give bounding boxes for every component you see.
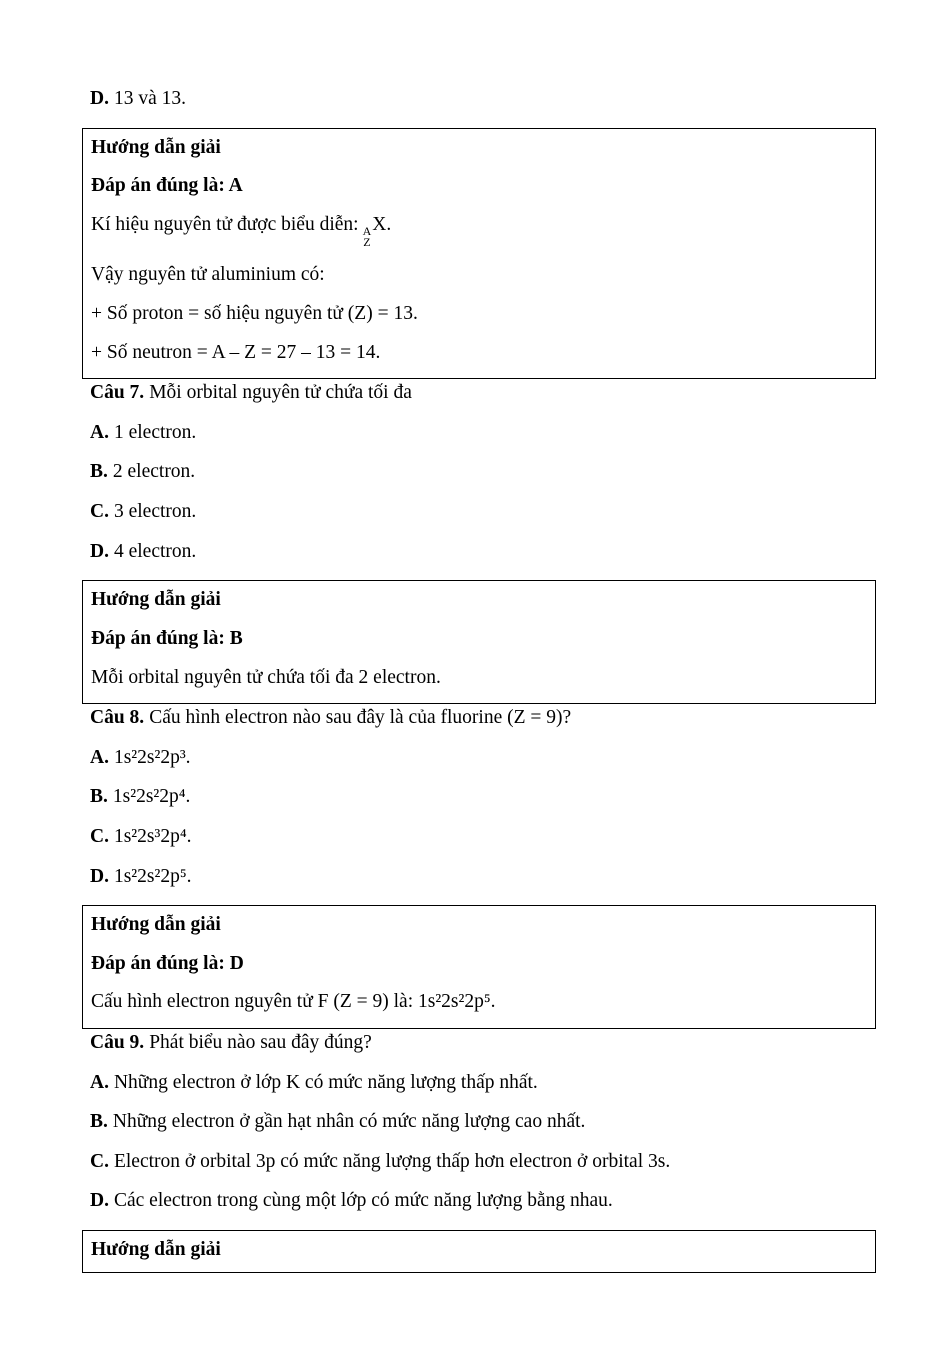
option-label: D. (90, 865, 109, 887)
question-8 (90, 707, 876, 730)
question-9-option-c (90, 1151, 876, 1174)
option-text: 1s²2s²2p⁵. (113, 865, 192, 887)
solution-box-q7 (82, 580, 876, 704)
solution-box-q8 (82, 905, 876, 1029)
question-8-option-a (90, 747, 876, 770)
question-8-option-c (90, 826, 876, 849)
question-text: Mỗi orbital nguyên tử chứa tối đa (149, 382, 412, 404)
solution-heading: Hướng dẫn giải (91, 914, 221, 936)
question-9-option-b (90, 1111, 876, 1134)
question-9 (90, 1032, 876, 1055)
option-text: 13 và 13. (113, 88, 186, 109)
option-label: A. (90, 421, 109, 443)
nuclide-symbol: X. (372, 213, 392, 235)
option-label: C. (90, 1150, 109, 1172)
question-8-option-d (90, 866, 876, 889)
solution-line-notation (91, 214, 865, 249)
question-label: Câu 9. (90, 1031, 145, 1053)
option-label: B. (90, 1111, 108, 1133)
option-label: C. (90, 825, 109, 847)
question-7-option-c (90, 501, 876, 524)
question-7 (90, 382, 876, 405)
solution-answer: Đáp án đúng là: D (91, 952, 244, 974)
option-text: Những electron ở gần hạt nhân có mức năng lượng cao nhất. (112, 1111, 586, 1133)
option-text: Electron ở orbital 3p có mức năng lượng thấp hơn electron ở orbital 3s. (113, 1150, 671, 1172)
question-label: Câu 7. (90, 382, 145, 404)
option-label: B. (90, 461, 108, 483)
question-label: Câu 8. (90, 707, 145, 729)
option-text: 3 electron. (113, 501, 197, 523)
solution-box-q6 (82, 128, 876, 380)
option-text: Các electron trong cùng một lớp có mức năng lượng bằng nhau. (113, 1190, 613, 1212)
solution-heading: Hướng dẫn giải (91, 589, 221, 611)
option-text: 1s²2s³2p⁴. (113, 825, 192, 847)
question-7-option-d (90, 541, 876, 564)
question-9-option-d (90, 1190, 876, 1213)
nuclide-mass-number: A (362, 223, 372, 238)
solution-line: Mỗi orbital nguyên tử chứa tối đa 2 electron. (91, 666, 441, 688)
option-label: D. (90, 540, 109, 562)
solution-heading: Hướng dẫn giải (91, 1239, 221, 1261)
solution-line: + Số proton = số hiệu nguyên tử (Z) = 13. (91, 303, 418, 325)
question-text: Phát biểu nào sau đây đúng? (149, 1031, 372, 1053)
option-label: A. (90, 746, 109, 768)
notation-prefix: Kí hiệu nguyên tử được biểu diễn: (91, 213, 359, 235)
option-text: 1s²2s²2p⁴. (112, 786, 191, 808)
question-7-option-a (90, 422, 876, 445)
nuclide-notation (362, 213, 392, 250)
question-8-option-b (90, 786, 876, 809)
question-text: Cấu hình electron nào sau đây là của fluorine (Z = 9)? (149, 707, 572, 729)
solution-heading: Hướng dẫn giải (91, 136, 221, 158)
question-7-option-b (90, 461, 876, 484)
option-text: 4 electron. (113, 540, 197, 562)
solution-line: Cấu hình electron nguyên tử F (Z = 9) là: 1s²2s²2p⁵. (91, 991, 496, 1013)
solution-answer: Đáp án đúng là: B (91, 627, 243, 649)
nuclide-atomic-number: Z (363, 235, 371, 250)
solution-answer: Đáp án đúng là: A (91, 175, 243, 197)
option-label: B. (90, 786, 108, 808)
option-label: C. (90, 501, 109, 523)
solution-line: Vậy nguyên tử aluminium có: (91, 264, 325, 286)
option-text: 1 electron. (113, 421, 197, 443)
option-label: A. (90, 1071, 109, 1093)
solution-box-q9 (82, 1230, 876, 1273)
question-9-option-a (90, 1072, 876, 1095)
option-text: Những electron ở lớp K có mức năng lượng thấp nhất. (113, 1071, 538, 1093)
option-label: D. (90, 88, 109, 109)
option-text: 2 electron. (112, 461, 196, 483)
option-text: 1s²2s²2p³. (113, 746, 191, 768)
option-label: D. (90, 1190, 109, 1212)
option-d-prev (90, 88, 876, 111)
solution-line: + Số neutron = A – Z = 27 – 13 = 14. (91, 341, 381, 363)
